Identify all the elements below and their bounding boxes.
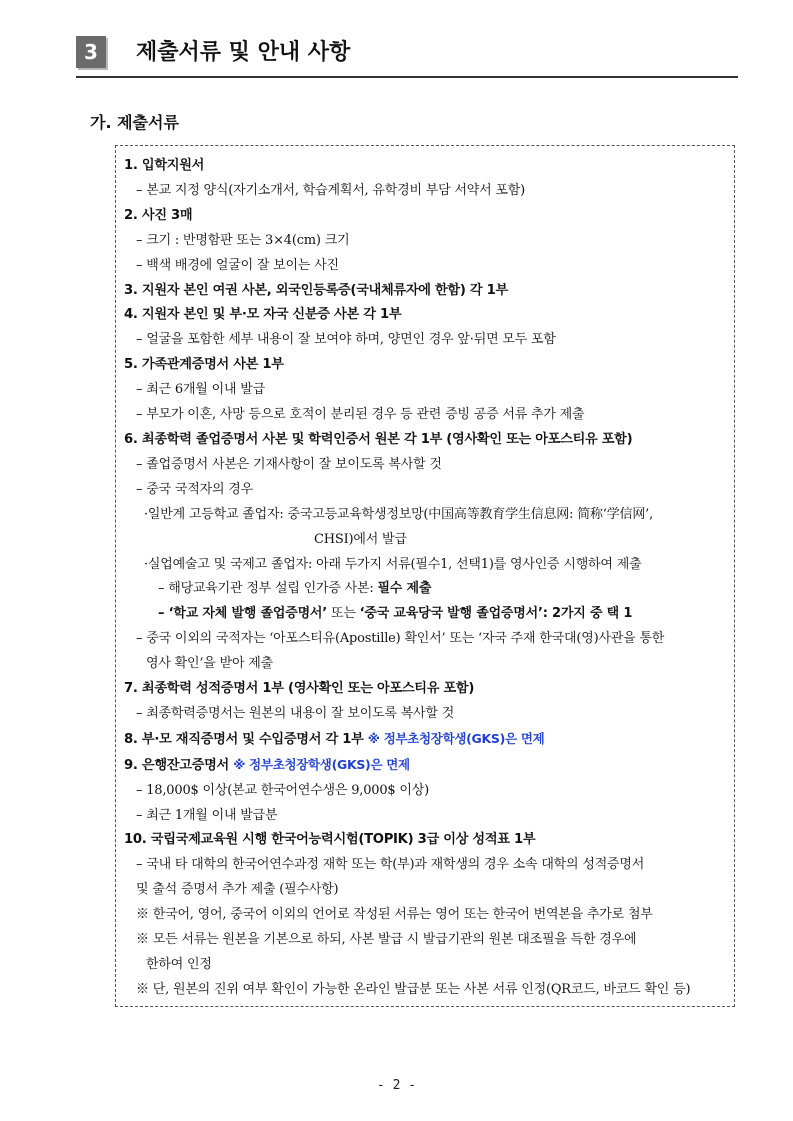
line-text: 2. 사진 3매 (124, 207, 193, 223)
document-item-heading (124, 753, 726, 779)
line-text: 9. 은행잔고증명서 (124, 757, 234, 773)
document-item-detail (124, 553, 726, 578)
document-item-detail (124, 953, 726, 978)
line-text: 영사 확인’을 받아 제출 (146, 656, 273, 672)
line-text: – 중국 국적자의 경우 (136, 481, 253, 497)
line-text: ※ 모든 서류는 원본을 기본으로 하되, 사본 발급 시 발급기관의 원본 대조필을 득한 경우에 (136, 932, 637, 948)
document-item-heading (124, 428, 726, 453)
document-item-detail (124, 804, 726, 829)
document-item-detail (124, 453, 726, 478)
document-item-detail (124, 577, 726, 602)
line-text: – 국내 타 대학의 한국어연수과정 재학 또는 학(부)과 재학생의 경우 소속 대학의 성적증명서 (136, 857, 645, 873)
document-item-detail (124, 503, 726, 528)
section-title: 제출서류 및 안내 사항 (136, 40, 351, 65)
document-item-heading (124, 303, 726, 328)
exemption-note: ※ 정부초청장학생(GKS)은 면제 (367, 730, 545, 746)
line-text: 또는 (327, 606, 360, 622)
line-text: 1. 입학지원서 (124, 158, 205, 173)
line-text: ※ 한국어, 영어, 중국어 이외의 언어로 작성된 서류는 영어 또는 한국어 번역본을 추가로 첨부 (136, 907, 653, 923)
line-text: 8. 부·모 재직증명서 및 수입증명서 각 1부 (124, 731, 368, 747)
line-text: 7. 최종학력 성적증명서 1부 (영사확인 또는 아포스티유 포함) (124, 681, 475, 697)
line-text: 필수 제출 (377, 581, 432, 597)
line-text: ※ 단, 원본의 진위 여부 확인이 가능한 온라인 발급분 또는 사본 서류 인정(QR코드, 바코드 확인 등) (136, 981, 691, 997)
line-text: – 최근 6개월 이내 발급 (136, 382, 265, 398)
line-text: 3. 지원자 본인 여권 사본, 외국인등록증(국내체류자에 한함) 각 1부 (124, 282, 508, 298)
document-item-heading (124, 828, 726, 853)
document-item-detail (124, 478, 726, 503)
line-text: – 졸업증명서 사본은 기재사항이 잘 보이도록 복사할 것 (136, 456, 442, 472)
line-text: ‘중국 교육당국 발행 졸업증명서’: 2가지 중 택 1 (359, 606, 633, 622)
line-text: ·일반계 고등학교 졸업자: 중국고등교육학생정보망(中国高等教育学生信息网: 简称‘学信网’, (144, 506, 654, 522)
document-item-detail (124, 853, 726, 878)
document-item-detail (124, 928, 726, 953)
line-text: – 중국 이외의 국적자는 ‘아포스티유(Apostille) 확인서’ 또는 ‘자국 주재 한국대(영)사관을 통한 (136, 631, 665, 647)
document-item-detail (124, 779, 726, 804)
section-number-badge: 3 (76, 36, 106, 68)
document-item-detail (124, 903, 726, 928)
document-item-heading (124, 727, 726, 753)
line-text: 6. 최종학력 졸업증명서 사본 및 학력인증서 원본 각 1부 (영사확인 또는 아포스티유 포함) (124, 431, 633, 447)
line-text: 10. 국립국제교육원 시행 한국어능력시험(TOPIK) 3급 이상 성적표 1부 (124, 832, 536, 848)
document-item-detail (124, 602, 726, 627)
document-item-detail (124, 627, 726, 652)
page-number: - 2 - (376, 1078, 417, 1093)
document-item-detail (124, 179, 726, 204)
line-text: – 해당교육기관 정부 설립 인가증 사본: (158, 581, 378, 597)
document-item-detail (124, 652, 726, 677)
document-item-detail (124, 403, 726, 428)
line-text: – 18,000$ 이상(본교 한국어연수생은 9,000$ 이상) (136, 782, 430, 798)
document-item-heading (124, 204, 726, 229)
line-text: CHSI)에서 발급 (314, 531, 407, 547)
document-item-heading (124, 154, 726, 179)
line-text: – ‘학교 자체 발행 졸업증명서’ (158, 606, 328, 622)
exemption-note: ※ 정부초청장학생(GKS)은 면제 (233, 756, 410, 772)
document-list-box (115, 145, 735, 1007)
line-text: ·실업예술고 및 국제고 졸업자: 아래 두가지 서류(필수1, 선택1)를 영사인증 시행하여 제출 (144, 556, 642, 572)
document-item-detail (124, 978, 726, 1003)
document-item-heading (124, 353, 726, 378)
line-text: – 최종학력증명서는 원본의 내용이 잘 보이도록 복사할 것 (136, 705, 455, 721)
document-item-detail (124, 702, 726, 727)
line-text: – 크기 : 반명함판 또는 3×4(cm) 크기 (136, 232, 350, 248)
line-text: – 최근 1개월 이내 발급분 (136, 807, 278, 823)
line-text: 한하여 인정 (146, 957, 212, 972)
section-header (76, 36, 738, 78)
line-text: – 본교 지정 양식(자기소개서, 학습계획서, 유학경비 부담 서약서 포함) (136, 182, 526, 198)
document-item-detail (124, 878, 726, 903)
subheading: 가. 제출서류 (90, 113, 179, 132)
document-item-detail (124, 528, 726, 553)
line-text: – 부모가 이혼, 사망 등으로 호적이 분리된 경우 등 관련 증빙 공증 서류 추가 제출 (136, 407, 585, 423)
line-text: 4. 지원자 본인 및 부·모 자국 신분증 사본 각 1부 (124, 307, 402, 323)
document-item-detail (124, 328, 726, 353)
line-text: 및 출석 증명서 추가 제출 (필수사항) (136, 882, 339, 898)
line-text: 5. 가족관계증명서 사본 1부 (124, 357, 284, 373)
document-item-detail (124, 378, 726, 403)
line-text: – 백색 배경에 얼굴이 잘 보이는 사진 (136, 257, 339, 273)
document-item-heading (124, 677, 726, 702)
line-text: – 얼굴을 포함한 세부 내용이 잘 보여야 하며, 양면인 경우 앞·뒤면 모두 포함 (136, 332, 556, 348)
document-item-heading (124, 279, 726, 304)
document-item-detail (124, 254, 726, 279)
document-item-detail (124, 229, 726, 254)
